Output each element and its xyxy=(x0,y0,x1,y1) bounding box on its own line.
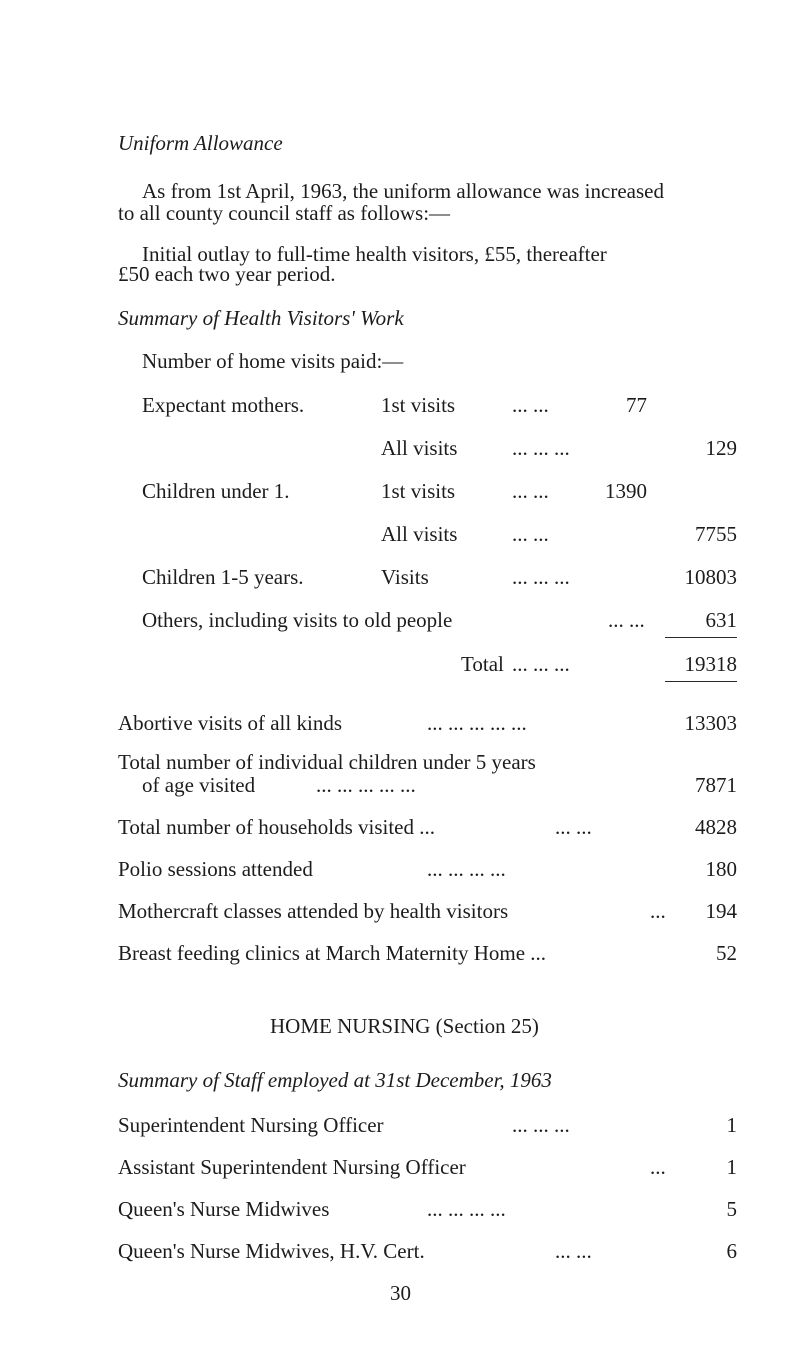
total-rule-top xyxy=(665,637,737,638)
dot-leader: ... ... xyxy=(608,608,645,632)
stat-label: Total number of individual children under 5 years xyxy=(118,750,536,774)
dot-leader: ... xyxy=(650,899,666,923)
stat-value: 52 xyxy=(716,941,737,965)
dot-leader: ... xyxy=(650,1155,666,1179)
stat-value: 194 xyxy=(705,899,737,923)
staff-count: 5 xyxy=(726,1197,737,1221)
dot-leader: ... ... ... ... xyxy=(427,1197,506,1221)
home-visits-intro: Number of home visits paid:— xyxy=(142,349,404,373)
stat-label: Total number of households visited ... xyxy=(118,815,435,839)
staff-summary-heading: Summary of Staff employed at 31st December, 1963 xyxy=(118,1068,552,1092)
visit-subtotal-value: 1390 xyxy=(605,479,647,503)
visit-total-value: 7755 xyxy=(695,522,737,546)
dot-leader: ... ... ... xyxy=(512,652,570,676)
visit-category: Others, including visits to old people xyxy=(142,608,453,632)
dot-leader: ... ... xyxy=(512,393,549,417)
uniform-para2-line1: Initial outlay to full-time health visitors, £55, thereafter xyxy=(142,242,607,266)
stat-label: Abortive visits of all kinds xyxy=(118,711,342,735)
visit-total-value: 10803 xyxy=(684,565,737,589)
page-number: 30 xyxy=(390,1281,411,1305)
uniform-allowance-heading: Uniform Allowance xyxy=(118,131,283,155)
stat-value: 13303 xyxy=(684,711,737,735)
total-rule-bottom xyxy=(665,681,737,682)
dot-leader: ... ... ... ... ... xyxy=(316,773,416,797)
dot-leader: ... ... ... ... xyxy=(427,857,506,881)
dot-leader: ... ... ... xyxy=(512,565,570,589)
dot-leader: ... ... ... ... ... xyxy=(427,711,527,735)
visit-category: Expectant mothers. xyxy=(142,393,305,417)
staff-count: 6 xyxy=(726,1239,737,1263)
uniform-para1-line2: to all county council staff as follows:— xyxy=(118,201,451,225)
staff-count: 1 xyxy=(726,1113,737,1137)
dot-leader: ... ... xyxy=(555,1239,592,1263)
stat-value: 7871 xyxy=(695,773,737,797)
staff-label: Superintendent Nursing Officer xyxy=(118,1113,384,1137)
uniform-para1-line1: As from 1st April, 1963, the uniform allowance was increased xyxy=(142,179,664,203)
dot-leader: ... ... xyxy=(512,479,549,503)
health-visitors-heading: Summary of Health Visitors' Work xyxy=(118,306,404,330)
visit-subcategory: 1st visits xyxy=(381,393,456,417)
staff-label: Queen's Nurse Midwives xyxy=(118,1197,330,1221)
dot-leader: ... ... ... xyxy=(512,1113,570,1137)
uniform-para2-line2: £50 each two year period. xyxy=(118,262,336,286)
visit-category: Children under 1. xyxy=(142,479,290,503)
visit-subcategory: All visits xyxy=(381,436,458,460)
dot-leader: ... ... xyxy=(512,522,549,546)
dot-leader: ... ... ... xyxy=(512,436,570,460)
visit-total-value: 631 xyxy=(705,608,737,632)
stat-label: Breast feeding clinics at March Maternity Home ... xyxy=(118,941,547,965)
visit-subtotal-value: 77 xyxy=(626,393,647,417)
stat-label-continuation: of age visited xyxy=(142,773,256,797)
total-label: Total xyxy=(461,652,504,676)
visit-subcategory: 1st visits xyxy=(381,479,456,503)
stat-value: 180 xyxy=(705,857,737,881)
visit-category: Children 1-5 years. xyxy=(142,565,304,589)
total-value: 19318 xyxy=(684,652,737,676)
visit-total-value: 129 xyxy=(705,436,737,460)
stat-label: Mothercraft classes attended by health visitors xyxy=(118,899,509,923)
dot-leader: ... ... xyxy=(555,815,592,839)
staff-count: 1 xyxy=(726,1155,737,1179)
staff-label: Assistant Superintendent Nursing Officer xyxy=(118,1155,466,1179)
home-nursing-title: HOME NURSING (Section 25) xyxy=(270,1014,539,1038)
stat-label: Polio sessions attended xyxy=(118,857,313,881)
visit-subcategory: Visits xyxy=(381,565,429,589)
stat-value: 4828 xyxy=(695,815,737,839)
staff-label: Queen's Nurse Midwives, H.V. Cert. xyxy=(118,1239,425,1263)
visit-subcategory: All visits xyxy=(381,522,458,546)
